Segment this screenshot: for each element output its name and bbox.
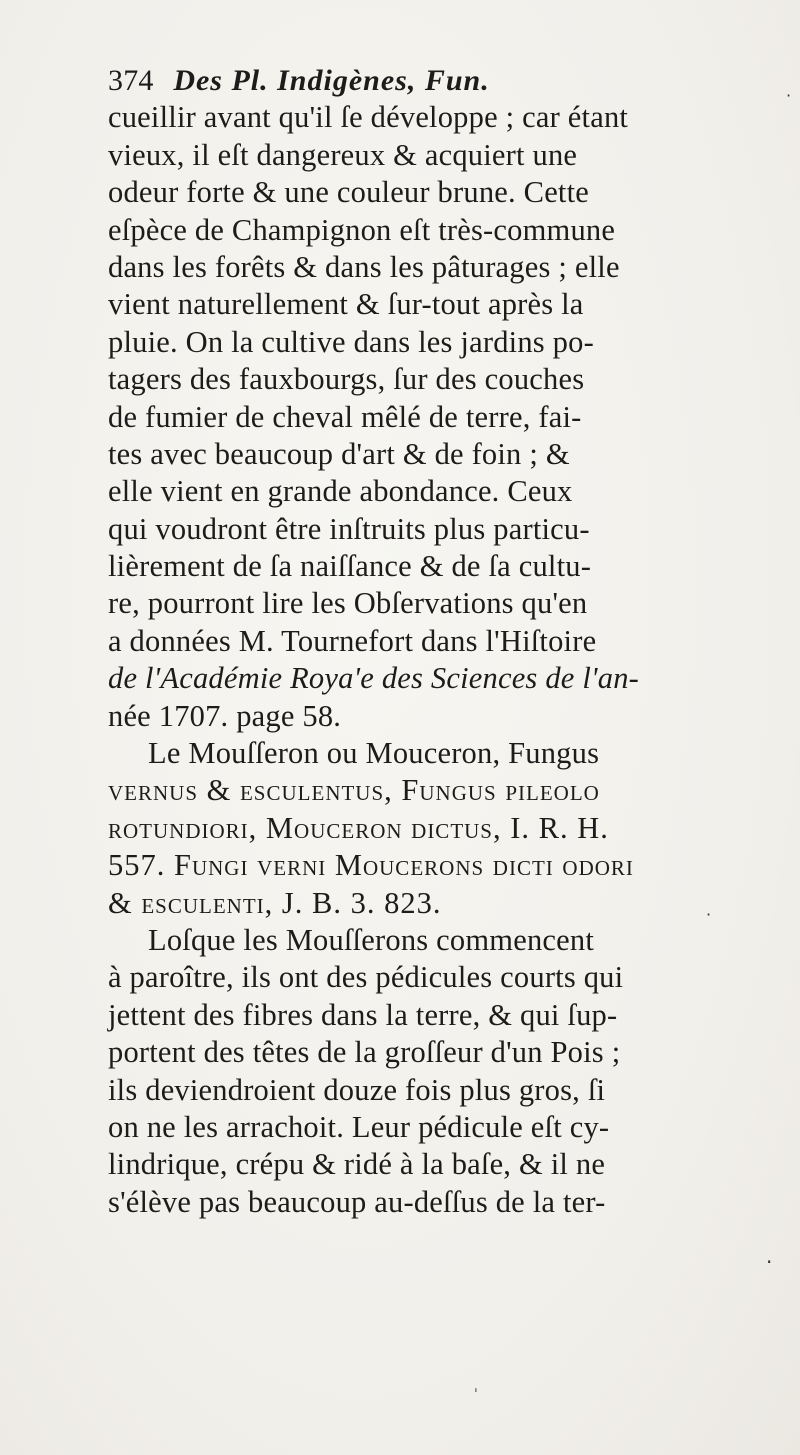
text-line: portent des têtes de la groſſeur d'un Pois ; <box>108 1035 621 1070</box>
text-line: jettent des fibres dans la terre, & qui ſup- <box>108 997 618 1032</box>
text-line: dans les forêts & dans les pâturages ; elle <box>108 249 620 284</box>
margin-speck: · <box>786 86 792 105</box>
text-line: odeur forte & une couleur brune. Cette <box>108 175 590 210</box>
paragraph-start-line: Loſque les Mouſſerons commencent <box>148 922 594 957</box>
text-line: lindrique, crépu & ridé à la baſe, & il ne <box>108 1147 606 1182</box>
text-line: elle vient en grande abondance. Ceux <box>108 474 573 509</box>
text-line: qui voudront être inſtruits plus particu- <box>108 511 590 546</box>
text-line: rotundiori, Mouceron dictus, I. R. H. <box>108 810 609 845</box>
page-header <box>108 62 788 99</box>
text-line: tes avec beaucoup d'art & de foin ; & <box>108 436 570 471</box>
text-line: à paroître, ils ont des pédicules courts qui <box>108 960 624 995</box>
text-line: de l'Académie Roya'e des Sciences de l'an- <box>108 661 639 696</box>
text-line: pluie. On la cultive dans les jardins po- <box>108 324 594 359</box>
text-line: née 1707. page 58. <box>108 698 342 733</box>
page-number: 374 <box>108 64 154 97</box>
text-line: lièrement de ſa naiſſance & de ſa cultu- <box>108 549 592 584</box>
running-title: Des Pl. Indigènes, Fun. <box>173 64 490 97</box>
text-line: & esculenti, J. B. 3. 823. <box>108 885 442 920</box>
margin-speck: · <box>766 1250 773 1274</box>
text-line: de fumier de cheval mêlé de terre, fai- <box>108 399 582 434</box>
text-line: re, pourront lire les Obſervations qu'en <box>108 586 588 621</box>
text-line: 557. Fungi verni Moucerons dicti odori <box>108 848 634 883</box>
ink-mark: ˌ <box>474 1378 478 1394</box>
text-line: cueillir avant qu'il ſe développe ; car étant <box>108 100 629 135</box>
text-line: ils deviendroient douze fois plus gros, ſi <box>108 1072 606 1107</box>
text-line: vient naturellement & ſur-tout après la <box>108 287 584 322</box>
paragraph-start-line: Le Mouſſeron ou Mouceron, Fungus <box>148 736 600 771</box>
text-line: vieux, il eſt dangereux & acquiert une <box>108 137 578 172</box>
text-line: vernus & esculentus, Fungus pileolo <box>108 773 600 808</box>
page-text <box>108 62 788 1221</box>
text-line: on ne les arrachoit. Leur pédicule eſt cy- <box>108 1109 610 1144</box>
text-line: s'élève pas beaucoup au-deſſus de la ter- <box>108 1184 606 1219</box>
text-line: tagers des fauxbourgs, ſur des couches <box>108 362 585 397</box>
text-line: eſpèce de Champignon eſt très-commune <box>108 212 616 247</box>
margin-speck: · <box>706 905 712 924</box>
text-line: a données M. Tournefort dans l'Hiſtoire <box>108 623 597 658</box>
